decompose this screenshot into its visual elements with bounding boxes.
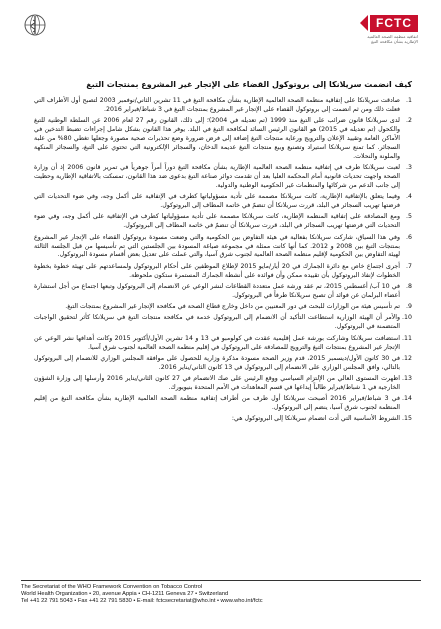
list-item xyxy=(34,314,412,332)
list-item xyxy=(34,335,412,353)
list-item-number: 15. xyxy=(402,415,412,423)
fctc-logo: FCTC xyxy=(370,15,418,32)
list-item-text: لدى سريلانكا قانون ضرائب على التبغ منذ 1999 (تم تعديله في 2004)؛ إلى ذلك، القانون رقم 27 لعام 2006 عن السلطة الوطنية للتبغ والكحول (تم تعديله في 2015) هو القانون الرئيس السائد لمكافحة التبغ في البلد. يوفر هذا القانون بشكل شامل إجراءات تضبط التدخين في الأماكن العامة وتقييد الإعلان والترويج ورعاية منتجات التبغ إضافة إلى فرض ضرورة وضع تحذيرات صحية مصورة وجعلها تغطي 80% من علبة السجائر. كما تمنع سريلانكا استيراد وتصنيع وبيع منتجات التبغ عديمة الدخان، والسجائر الإلكترونية التي تحتوي على التبغ، والسجائر المنكهة والملونة والنحلات. xyxy=(34,117,400,160)
list-item-number: 11. xyxy=(402,334,412,342)
list-item-number: 12. xyxy=(402,354,412,362)
fctc-subtitle-line-1: اتفاقية منظمة الصحة العالمية xyxy=(367,34,418,39)
list-item-text: لعبت سريلانكا طرف في إتفاقية منظمة الصحة العالمية الإطارية بشأن مكافحة التبغ دوراً أمراً جوهرياً في تمرير قانون 2006 إذ أن وزارة الصحة واجهت تحديات قانونية أمام المحكمة العليا بعد أن تقدمت دوائر صناعة التبغ بدعوى ضد هذا القانون، تمسكت بالاتفاقية الإطارية وحظيت إلى جانب الدعم من شركائها والمنظمات غير الحكومية الوطنية والدولية. xyxy=(34,164,400,189)
document-body xyxy=(34,79,412,427)
list-item xyxy=(34,117,412,162)
list-item-text: وفيما يتعلق بالإتفاقية الإطارية، كانت سريلانكا مصممة على تأدية مسؤولياتها كطرف في الإتفاقية على أكمل وجه، وفي ضوء التحديات التي فرضتها تهريب السجائر في البلد، قررت سريلانكا أن تنضمّ في خاتمة المطاف إلى البروتوكول. xyxy=(34,193,400,210)
numbered-list xyxy=(34,97,412,424)
list-item xyxy=(34,234,412,261)
list-item-number: 3. xyxy=(406,164,412,172)
list-item xyxy=(34,213,412,231)
footer-line-2: World Health Organization • 20, avenue Appia • CH-1211 Geneva 27 • Switzerland xyxy=(21,591,229,598)
list-item-number: 4. xyxy=(406,193,412,201)
list-item-text: وفي هذا السياق، شاركت سريلانكا بفعالية في هيئة التفاوض بين الحكومية والتي وضعت مسودة بروتوكول القضاء على الإتجار غير المشروع بمنتجات التبغ بين 2008 و 2012. كما أنها كانت ممثلة في مجموعة صياغة المسودة بين الجلستين التي تم تأسيسها من قبل الجلسة الثالثة لهيئة التفاوض بين الحكومية لإقليم منظمة الصحة العالمية لجنوب شرق آسيا، والتي عملت على تعديل بعض أقسام مسودة البروتوكول. xyxy=(34,233,401,259)
list-item-number: 1. xyxy=(406,97,412,104)
list-item-text: أجرى اجتماع خاص مع دائرة الجمارك في 20 أيار/مايو 2015 لإطلاع الموظفين على أحكام البروتوكول ولمساعدتهم على تهيئة خطوة بخطوة الخطوات لإنفاذ البروتوكول بأن تقييده ممكن وأن فوائده على أنشطة الجمارك المستمرة ستكون ملحوظة. xyxy=(34,262,400,279)
list-item-text: صادقت سريلانكا على إتفاقية منظمة الصحة العالمية الإطارية بشأن مكافحة التبغ في 11 تشرين الثاني/نوفمبر 2003 لتصبح أول الأطراف التي فعلت ذلك ومن ثم انضمت إلى بروتوكول القضاء على الإتجار غير المشروع بمنتجات التبغ في 3 شباط/فبراير 2016. xyxy=(34,97,400,113)
list-item-text: في 3 شباط/فبراير 2016 أصبحت سريلانكا أول طرف من أطراف إتفاقية منظمة الصحة العالمية الإطارية بشأن مكافحة التبغ من إقليم المنظمة لجنوب شرق آسيا، ينضم إلى البروتوكول. xyxy=(34,395,400,412)
fctc-subtitle xyxy=(308,34,418,44)
list-item-number: 7. xyxy=(406,262,412,270)
list-item-number: 14. xyxy=(402,395,412,403)
footer-line-1: The Secretariat of the WHO Framework Convention on Tobacco Control xyxy=(21,584,203,590)
list-item-text: والأمر أن الهيئة الوزارية استطاعت التأكيد أن الانضمام إلى البروتوكول خدمة في مكافحة منتجات التبغ في سريلانكا كأثر لتحقيق الواجبات المتضمنة في البروتوكول. xyxy=(34,314,400,331)
list-item xyxy=(34,263,412,281)
list-item-number: 5. xyxy=(406,213,412,221)
list-item-number: 6. xyxy=(406,233,412,241)
list-item-text: في 10 آب/ أغسطس 2015، تم عقد ورشة عمل متعددة القطاعات لنشر الوعي عن الانضمام إلى البروتوكول وتبعها اجتماع من أجل استشارة أعضاء البرلمان عن فوائد أن تصبح سريلانكا طرفاً في البروتوكول. xyxy=(34,282,400,299)
list-item-number: 9. xyxy=(406,303,412,311)
list-item xyxy=(34,375,412,393)
fctc-logo-block xyxy=(308,12,418,44)
list-item xyxy=(34,355,412,373)
list-item-number: 2. xyxy=(406,117,412,125)
footer-line-3: Tel +41 22 791 5043 • Fax +41 22 791 5830 • E-mail: fctcsecretariat@who.int • www.who.int/fctc xyxy=(21,598,263,605)
page-header xyxy=(0,0,441,72)
list-item xyxy=(34,395,412,413)
fctc-arrow-icon xyxy=(360,15,368,31)
list-item xyxy=(34,283,412,301)
list-item-number: 13. xyxy=(402,375,412,383)
list-item-text: في 30 كانون الأول/ديسمبر 2015، قدم وزير الصحة مسودة مذكرة وزارية للحصول على موافقة المجلس الوزاري للانضمام إلى البروتوكول بالتالي، وافق المجلس الوزاري على الانضمام إلى البروتوكول في 13 كانون الثاني/يناير 2016. xyxy=(34,354,400,371)
list-item-text: استضافت سريلانكا وشاركت بورشة عمل إقليمية عقدت في كولومبو في 13 و 14 تشرين الأول/أكتوبر 2015 وكانت أهدافها نشر الوعي عن الإتجار غير المشروع بمنتجات التبغ والترويج للمصادقة على البروتوكول في إقليم منظمة الصحة العالمية لجنوب شرق آسيا. xyxy=(34,334,400,351)
list-item-number: 10. xyxy=(402,314,412,322)
fctc-subtitle-line-2: الإطارية بشأن مكافحة التبغ xyxy=(371,39,418,45)
list-item xyxy=(34,303,412,312)
page-footer xyxy=(21,580,421,606)
list-item xyxy=(34,164,412,191)
list-item-text: الشروط الأساسية التي أدت انضمام سريلانكا إلى البروتوكول هي: xyxy=(231,415,400,423)
list-item-number: 8. xyxy=(406,282,412,290)
list-item-text: تم تأسيس هيئة من الوزارات للبحث في دور المعنيين من داخل وخارج قطاع الصحة في مكافحة الإتجار غير المشروع بمنتجات التبغ. xyxy=(65,303,400,311)
list-item xyxy=(34,193,412,211)
list-item xyxy=(34,97,412,115)
who-emblem-icon xyxy=(24,14,46,36)
list-item xyxy=(34,415,412,424)
list-item-text: ومع المصادقة على إتفاقية المنظمة الإطارية، كانت سريلانكا مصممة على تأدية مسؤولياتها كطرف في الإتفاقية على أكمل وجه، وفي ضوء التحديات التي فرضتها تهريب السجائر في البلد، قررت سريلانكا أن تنضمّ في خاتمة المطاف إلى البروتوكول. xyxy=(34,213,400,230)
document-title: كيف انضمت سريلانكا إلى بروتوكول القضاء على الإتجار غير المشروع بمنتجات التبغ xyxy=(86,80,412,89)
list-item-text: اظهرت المستوى العالي من الإلتزام السياسي ووقع الرئيس على صك الانضمام في 27 كانون الثاني/يناير 2016 وأرسلها إلى وزارة الشؤون الخارجية في 1 شباط/فبراير طالباً إيداعها في قسم المعاهدات في الأمم المتحدة بنيويورك. xyxy=(34,375,401,391)
